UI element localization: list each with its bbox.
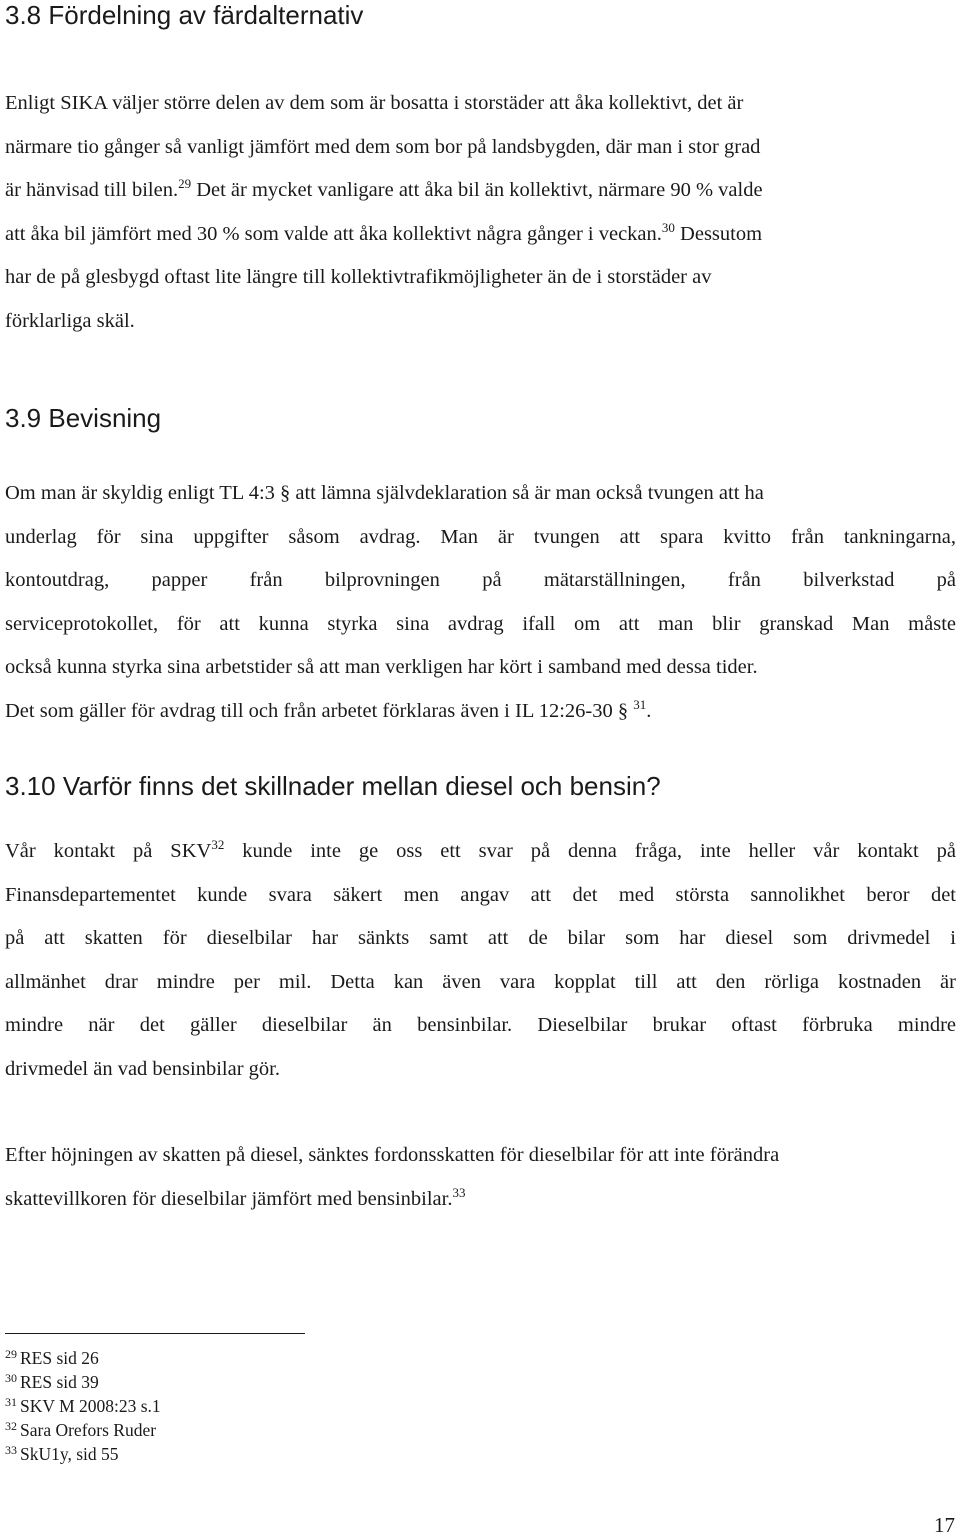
text-line: Vår kontakt på SKV$^{32}$ kunde inte ge oss ett svar på denna fråga, inte heller vår kontakt på [5,837,956,862]
paragraph-3-10-second [5,1134,956,1221]
footnote-text: Sara Orefors Ruder [20,1420,157,1440]
footnote-ref-31[interactable]: 31 [633,696,647,712]
footnote-31 [5,1394,161,1418]
text-line: förklarliga skäl. [5,309,135,332]
text-line: också kunna styrka sina arbetstider så att man verkligen har kört i samband med dessa tider. [5,656,758,678]
footnote-text: RES sid 26 [20,1348,99,1368]
paragraph-3-8 [5,82,956,343]
footnote-list [5,1346,161,1466]
text-line: mindre när det gäller dieselbilar än bensinbilar. Dieselbilar brukar oftast förbruka mindre [5,1014,956,1036]
footnote-ref-33[interactable]: 33 [452,1184,466,1200]
footnote-number: 33 [5,1443,17,1457]
text-line: allmänhet drar mindre per mil. Detta kan även vara kopplat till att den rörliga kostnaden är [5,970,956,993]
footnote-ref-30[interactable]: 30 [661,219,675,235]
text-line: drivmedel än vad bensinbilar gör. [5,1057,280,1080]
text-line: skattevillkoren för dieselbilar jämfört med bensinbilar.$^{33}$ [5,1184,466,1210]
text-line: närmare tio gånger så vanligt jämfört med dem som bor på landsbygden, där man i stor grad [5,135,761,158]
section-heading-3-8: 3.8 Fördelning av färdalternativ [5,0,364,30]
paragraph-3-10-first [5,830,956,1091]
footnote-text: SkU1y, sid 55 [20,1444,119,1464]
section-heading-3-9: 3.9 Bevisning [5,403,162,433]
text-line: Finansdepartementet kunde svara säkert men angav att det med största sannolikhet beror det [5,883,956,906]
paragraph-3-9 [5,472,956,733]
page-number: 17 [934,1513,955,1537]
section-heading-3-10: 3.10 Varför finns det skillnader mellan diesel och bensin? [5,771,661,801]
footnote-32 [5,1418,161,1442]
footnote-text: RES sid 39 [20,1372,99,1392]
text-line: på att skatten för dieselbilar har sänkts samt att de bilar som har diesel som drivmedel i [5,927,956,949]
footnote-ref-32[interactable]: 32 [211,837,225,852]
footnote-number: 30 [5,1371,17,1385]
text-line: Enligt SIKA väljer större delen av dem som är bosatta i storstäder att åka kollektivt, det är [5,92,744,114]
text-line: Det som gäller för avdrag till och från arbetet förklaras även i IL 12:26-30 § $^{31}$. [5,696,652,722]
text-line: Om man är skyldig enligt TL 4:3 § att lämna självdeklaration så är man också tvungen att ha [5,482,764,504]
text-line: serviceprotokollet, för att kunna styrka sina avdrag ifall om att man blir granskad Man måste [5,612,956,635]
text-line: har de på glesbygd oftast lite längre till kollektivtrafikmöjligheter än de i storstäder av [5,266,712,288]
text-line: kontoutdrag, papper från bilprovningen på mätarställningen, från bilverkstad på [5,569,956,591]
text-line: Efter höjningen av skatten på diesel, sänktes fordonsskatten för dieselbilar för att inte förändra [5,1144,780,1166]
footnote-ref-29[interactable]: 29 [178,176,192,191]
footnote-29 [5,1346,161,1370]
text-line: är hänvisad till bilen.$^{29}$ Det är mycket vanligare att åka bil än kollektivt, närmare 90 % valde [5,176,763,201]
text-line: att åka bil jämfört med 30 % som valde att åka kollektivt några gånger i veckan.$^{30}$ Dessutom [5,219,763,245]
footnote-separator [5,1333,305,1334]
footnote-30 [5,1370,161,1394]
footnote-number: 29 [5,1347,17,1361]
footnote-number: 32 [5,1419,17,1433]
footnote-number: 31 [5,1395,17,1409]
footnote-33 [5,1442,161,1466]
text-line: underlag för sina uppgifter såsom avdrag. Man är tvungen att spara kvitto från tankningarna, [5,525,956,548]
footnote-text: SKV M 2008:23 s.1 [20,1396,161,1416]
